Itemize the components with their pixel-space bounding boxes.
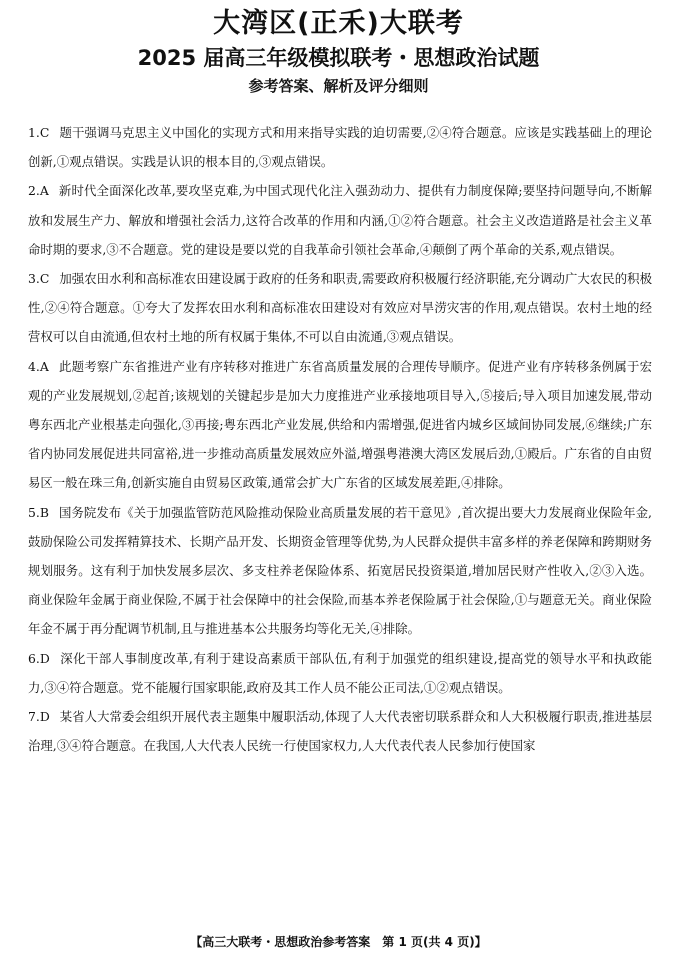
answer-item	[28, 498, 652, 644]
exam-title: 大湾区(正禾)大联考	[213, 8, 464, 39]
answer-list	[28, 118, 652, 760]
page-footer: 【高三大联考・思想政治参考答案 第 1 页(共 4 页)】	[190, 935, 487, 949]
answer-item	[28, 264, 652, 352]
answer-number: 7.D	[28, 709, 50, 725]
answer-explanation: 此题考察广东省推进产业有序转移对推进广东省高质量发展的合理传导顺序。促进产业有序转移条例属于宏观的产业发展规划,②起首;该规划的关键起步是加大力度推进产业承接地项目导入,⑤接后;导入项目加速发展,带动粤东西北产业根基走向强化,③再接;粤东西北产业发展,供给和内需增强,促进省内城乡区域间协同发展,⑥继续;广东省内协同发展促进共同富裕,进一步推动高质量发展效应外溢,增强粤港澳大湾区发展后劲,①殿后。广东省的自由贸易区一般在珠三角,创新实施自由贸易区政策,通常会扩大广东省的区域发展差距,④排除。	[28, 358, 652, 491]
answer-number: 3.C	[28, 271, 50, 287]
answer-explanation: 新时代全面深化改革,要攻坚克难,为中国式现代化注入强劲动力、提供有力制度保障;要坚持问题导向,不断解放和发展生产力、解放和增强社会活力,这符合改革的作用和内涵,①②符合题意。社会主义改造道路是社会主义革命时期的要求,③不合题意。党的建设是要以党的自我革命引领社会革命,④颠倒了两个革命的关系,观点错误。	[28, 183, 652, 257]
answer-item	[28, 352, 652, 498]
answer-number: 1.C	[28, 125, 50, 140]
exam-subtitle: 2025 届高三年级模拟联考・思想政治试题	[137, 46, 540, 70]
answer-item	[28, 176, 652, 264]
answer-explanation: 题干强调马克思主义中国化的实现方式和用来指导实践的迫切需要,②④符合题意。应该是实践基础上的理论创新,①观点错误。实践是认识的根本目的,③观点错误。	[28, 125, 652, 170]
answer-explanation: 国务院发布《关于加强监管防范风险推动保险业高质量发展的若干意见》,首次提出要大力发展商业保险年金,鼓励保险公司发挥精算技术、长期产品开发、长期资金管理等优势,为人民群众提供丰富多样的养老保障和跨期财务规划服务。这有利于加快发展多层次、多支柱养老保险体系、拓宽居民投资渠道,增加居民财产性收入,②③入选。商业保险年金属于商业保险,不属于社会保障中的社会保险,而基本养老保险属于社会保险,①与题意无关。商业保险年金不属于再分配调节机制,且与推进基本公共服务均等化无关,④排除。	[28, 504, 652, 637]
answer-number: 4.A	[28, 358, 49, 374]
answer-number: 6.D	[28, 650, 50, 666]
answer-number: 2.A	[28, 183, 49, 199]
answer-explanation: 加强农田水利和高标准农田建设属于政府的任务和职责,需要政府积极履行经济职能,充分调动广大农民的积极性,②④符合题意。①夸大了发挥农田水利和高标准农田建设对有效应对旱涝灾害的作用,观点错误。农村土地的经营权可以自由流通,但农村土地的所有权属于集体,不可以自由流通,③观点错误。	[28, 271, 652, 345]
answer-item	[28, 118, 652, 176]
answer-section-title: 参考答案、解析及评分细则	[248, 77, 429, 95]
answer-number: 5.B	[28, 504, 49, 520]
answer-item	[28, 702, 652, 760]
answer-explanation: 某省人大常委会组织开展代表主题集中履职活动,体现了人大代表密切联系群众和人大积极履行职责,推进基层治理,③④符合题意。在我国,人大代表人民统一行使国家权力,人大代表代表人民参加行使国家	[28, 709, 652, 754]
answer-item	[28, 644, 652, 702]
answer-explanation: 深化干部人事制度改革,有利于建设高素质干部队伍,有利于加强党的组织建设,提高党的领导水平和执政能力,③④符合题意。党不能履行国家职能,政府及其工作人员不能公正司法,①②观点错误。	[28, 650, 652, 695]
